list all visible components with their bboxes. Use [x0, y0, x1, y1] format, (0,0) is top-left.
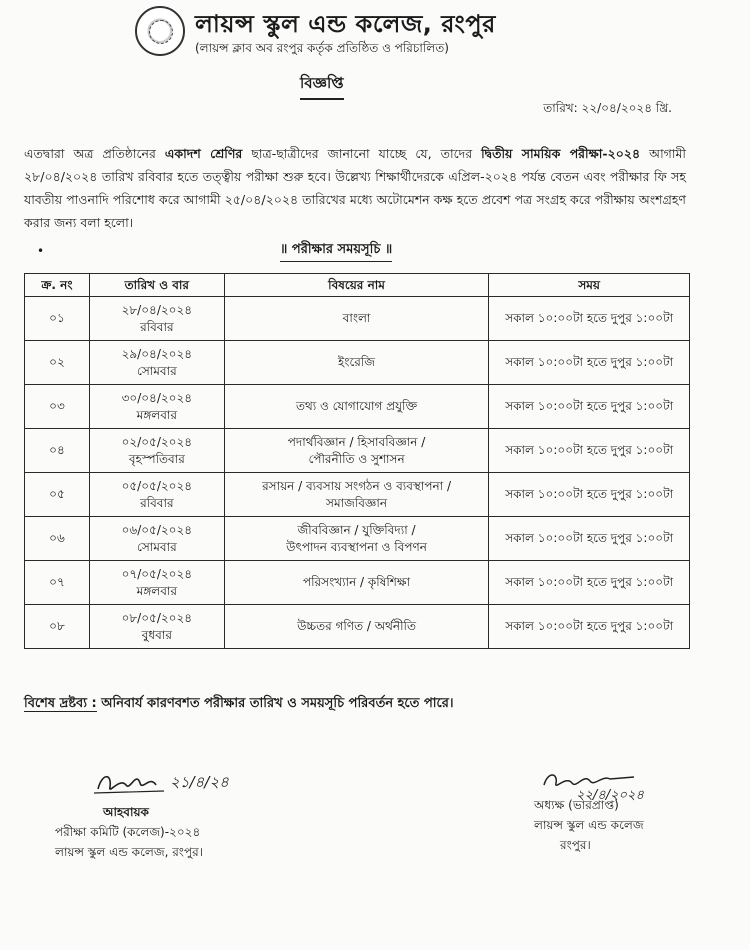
- cell-serial-line: ০৫: [49, 487, 65, 501]
- table-row: [25, 341, 690, 385]
- institution-subtitle: (লায়ন্স ক্লাব অব রংপুর কর্তৃক প্রতিষ্ঠিত ও পরিচালিত): [195, 41, 449, 55]
- principal-role: অধ্যক্ষ (ভারপ্রাপ্ত): [534, 798, 619, 812]
- principal-block: [534, 795, 644, 855]
- cell-time-line: সকাল ১০:০০টা হতে দুপুর ১:০০টা: [505, 311, 674, 325]
- cell-serial: [25, 341, 90, 385]
- cell-date-day: [89, 429, 224, 473]
- cell-date-day: [89, 341, 224, 385]
- table-header-row: [25, 274, 690, 297]
- cell-serial: [25, 385, 90, 429]
- cell-time: [489, 341, 690, 385]
- schedule-title: ॥ পরীক্ষার সময়সূচি ॥: [280, 240, 392, 262]
- cell-serial: [25, 517, 90, 561]
- cell-subject: [224, 385, 489, 429]
- table-body: [25, 297, 690, 649]
- special-note-label: বিশেষ দ্রষ্টব্য :: [24, 696, 97, 711]
- notice-body: [24, 142, 686, 234]
- cell-subject-line: জীববিজ্ঞান / যুক্তিবিদ্যা /: [297, 522, 416, 537]
- cell-date-day-line: রবিবার: [140, 495, 174, 510]
- cell-serial: [25, 605, 90, 649]
- cell-date-day-line: ০৫/০৫/২০২৪: [121, 478, 193, 493]
- cell-serial-line: ০৪: [49, 443, 65, 457]
- cell-date-day: [89, 385, 224, 429]
- cell-subject-line: পদার্থবিজ্ঞান / হিসাববিজ্ঞান /: [287, 434, 426, 449]
- convener-handwritten-date: ২১/৪/২৪: [170, 773, 229, 791]
- cell-subject-line: সমাজবিজ্ঞান: [326, 495, 388, 510]
- cell-date-day-line: সোমবার: [136, 539, 177, 554]
- table-row: [25, 517, 690, 561]
- convener-committee: পরীক্ষা কমিটি (কলেজ)-২০২৪: [55, 825, 201, 839]
- cell-date-day-line: রবিবার: [140, 319, 174, 334]
- special-note-text: অনিবার্য কারণবশত পরীক্ষার তারিখ ও সময়সূচি পরিবর্তন হতে পারে।: [96, 696, 454, 711]
- cell-subject: [224, 341, 489, 385]
- institution-logo: [135, 6, 185, 56]
- table-row: [25, 385, 690, 429]
- cell-time-line: সকাল ১০:০০টা হতে দুপুর ১:০০টা: [505, 619, 674, 633]
- notice-date: তারিখ: ২২/০৪/২০২৪ খ্রি.: [543, 101, 672, 115]
- notice-body-text: ছাত্র-ছাত্রীদের জানানো যাচ্ছে যে, তাদের: [242, 146, 482, 161]
- col-header-date: তারিখ ও বার: [89, 274, 224, 297]
- cell-subject-line: ইংরেজি: [338, 355, 376, 369]
- cell-serial-line: ০১: [49, 311, 65, 325]
- cell-date-day-line: মঙ্গলবার: [136, 407, 177, 422]
- table-row: [25, 473, 690, 517]
- cell-serial-line: ০২: [49, 355, 65, 369]
- cell-subject: [224, 429, 489, 473]
- cell-time: [489, 297, 690, 341]
- notice-heading: বিজ্ঞপ্তি: [300, 72, 344, 100]
- notice-body-emphasis: একাদশ শ্রেণির: [164, 146, 243, 161]
- cell-subject: [224, 297, 489, 341]
- cell-serial-line: ০৭: [49, 575, 65, 589]
- cell-time: [489, 473, 690, 517]
- cell-date-day-line: ২৮/০৪/২০২৪: [121, 302, 193, 317]
- cell-serial: [25, 561, 90, 605]
- cell-serial-line: ০৮: [49, 619, 65, 633]
- cell-time: [489, 561, 690, 605]
- col-header-subject: বিষয়ের নাম: [224, 274, 489, 297]
- notice-body-text: আগামী ২৮/০৪/২০২৪ তারিখ রবিবার হতে তত্ত্বীয় পরীক্ষা শুরু হবে। উল্লেখ্য শিক্ষার্থীদেরকে এপ্রিল-২০২৪ পর্যন্ত বেতন এবং পরীক্ষার ফি সহ যাবতীয় পাওনাদি পরিশোধ করে আগামী ২৫/০৪/২০২৪ তারিখের মধ্যে অটোমেশন কক্ষ হতে প্রবেশ পত্র সংগ্রহ করে পরীক্ষায় অংশগ্রহণ করার জন্য বলা হলো।: [24, 146, 687, 230]
- principal-institution: লায়ন্স স্কুল এন্ড কলেজ: [534, 818, 644, 832]
- cell-time: [489, 517, 690, 561]
- principal-handwritten-date: ২২/৪/২০২৪: [576, 788, 644, 803]
- cell-time: [489, 429, 690, 473]
- cell-date-day-line: ০৮/০৫/২০২৪: [121, 610, 193, 625]
- cell-time-line: সকাল ১০:০০টা হতে দুপুর ১:০০টা: [505, 443, 674, 457]
- cell-subject-line: উচ্চতর গণিত / অর্থনীতি: [297, 619, 416, 633]
- cell-time: [489, 385, 690, 429]
- table-row: [25, 429, 690, 473]
- col-header-serial: ক্র. নং: [25, 274, 90, 297]
- cell-time-line: সকাল ১০:০০টা হতে দুপুর ১:০০টা: [505, 575, 674, 589]
- cell-subject-line: পৌরনীতি ও সুশাসন: [308, 451, 405, 466]
- institution-title: লায়ন্স স্কুল এন্ড কলেজ, রংপুর: [195, 10, 496, 38]
- cell-subject-line: রসায়ন / ব্যবসায় সংগঠন ও ব্যবস্থাপনা /: [262, 478, 452, 493]
- convener-block: [55, 802, 203, 862]
- cell-date-day-line: বৃহস্পতিবার: [128, 451, 185, 466]
- cell-date-day-line: মঙ্গলবার: [136, 583, 177, 598]
- notice-body-emphasis: দ্বিতীয় সাময়িক পরীক্ষা-২০২৪: [481, 146, 641, 161]
- cell-serial: [25, 473, 90, 517]
- cell-date-day-line: ২৯/০৪/২০২৪: [121, 346, 193, 361]
- bullet-mark: •: [37, 244, 45, 258]
- cell-date-day-line: সোমবার: [136, 363, 177, 378]
- cell-serial: [25, 297, 90, 341]
- cell-subject: [224, 473, 489, 517]
- cell-subject: [224, 561, 489, 605]
- table-row: [25, 297, 690, 341]
- cell-date-day-line: ০২/০৫/২০২৪: [121, 434, 193, 449]
- cell-date-day: [89, 561, 224, 605]
- cell-time: [489, 605, 690, 649]
- cell-serial: [25, 429, 90, 473]
- cell-time-line: সকাল ১০:০০টা হতে দুপুর ১:০০টা: [505, 355, 674, 369]
- table-row: [25, 605, 690, 649]
- convener-signature: [90, 763, 250, 801]
- cell-subject: [224, 517, 489, 561]
- cell-time-line: সকাল ১০:০০টা হতে দুপুর ১:০০টা: [505, 487, 674, 501]
- cell-date-day: [89, 297, 224, 341]
- cell-subject-line: উৎপাদন ব্যবস্থাপনা ও বিপণন: [286, 539, 427, 554]
- cell-date-day: [89, 605, 224, 649]
- cell-date-day: [89, 517, 224, 561]
- cell-subject: [224, 605, 489, 649]
- cell-serial-line: ০৩: [49, 399, 65, 413]
- cell-time-line: সকাল ১০:০০টা হতে দুপুর ১:০০টা: [505, 531, 674, 545]
- cell-serial-line: ০৬: [49, 531, 65, 545]
- notice-body-text: এতদ্বারা অত্র প্রতিষ্ঠানের: [24, 146, 165, 161]
- cell-time-line: সকাল ১০:০০টা হতে দুপুর ১:০০টা: [505, 399, 674, 413]
- exam-schedule-table: [24, 273, 690, 649]
- table-row: [25, 561, 690, 605]
- cell-subject-line: পরিসংখ্যান / কৃষিশিক্ষা: [302, 575, 411, 589]
- cell-date-day-line: ৩০/০৪/২০২৪: [121, 390, 193, 405]
- cell-subject-line: তথ্য ও যোগাযোগ প্রযুক্তি: [295, 399, 418, 413]
- cell-date-day-line: বুধবার: [141, 627, 172, 642]
- special-note: [24, 694, 454, 715]
- convener-role: আহবায়ক: [103, 805, 149, 819]
- cell-date-day-line: ০৭/০৫/২০২৪: [121, 566, 193, 581]
- cell-date-day: [89, 473, 224, 517]
- cell-subject-line: বাংলা: [342, 311, 371, 325]
- principal-city: রংপুর।: [560, 838, 591, 852]
- cell-date-day-line: ০৬/০৫/২০২৪: [121, 522, 193, 537]
- col-header-time: সময়: [489, 274, 690, 297]
- convener-institution: লায়ন্স স্কুল এন্ড কলেজ, রংপুর।: [55, 845, 203, 859]
